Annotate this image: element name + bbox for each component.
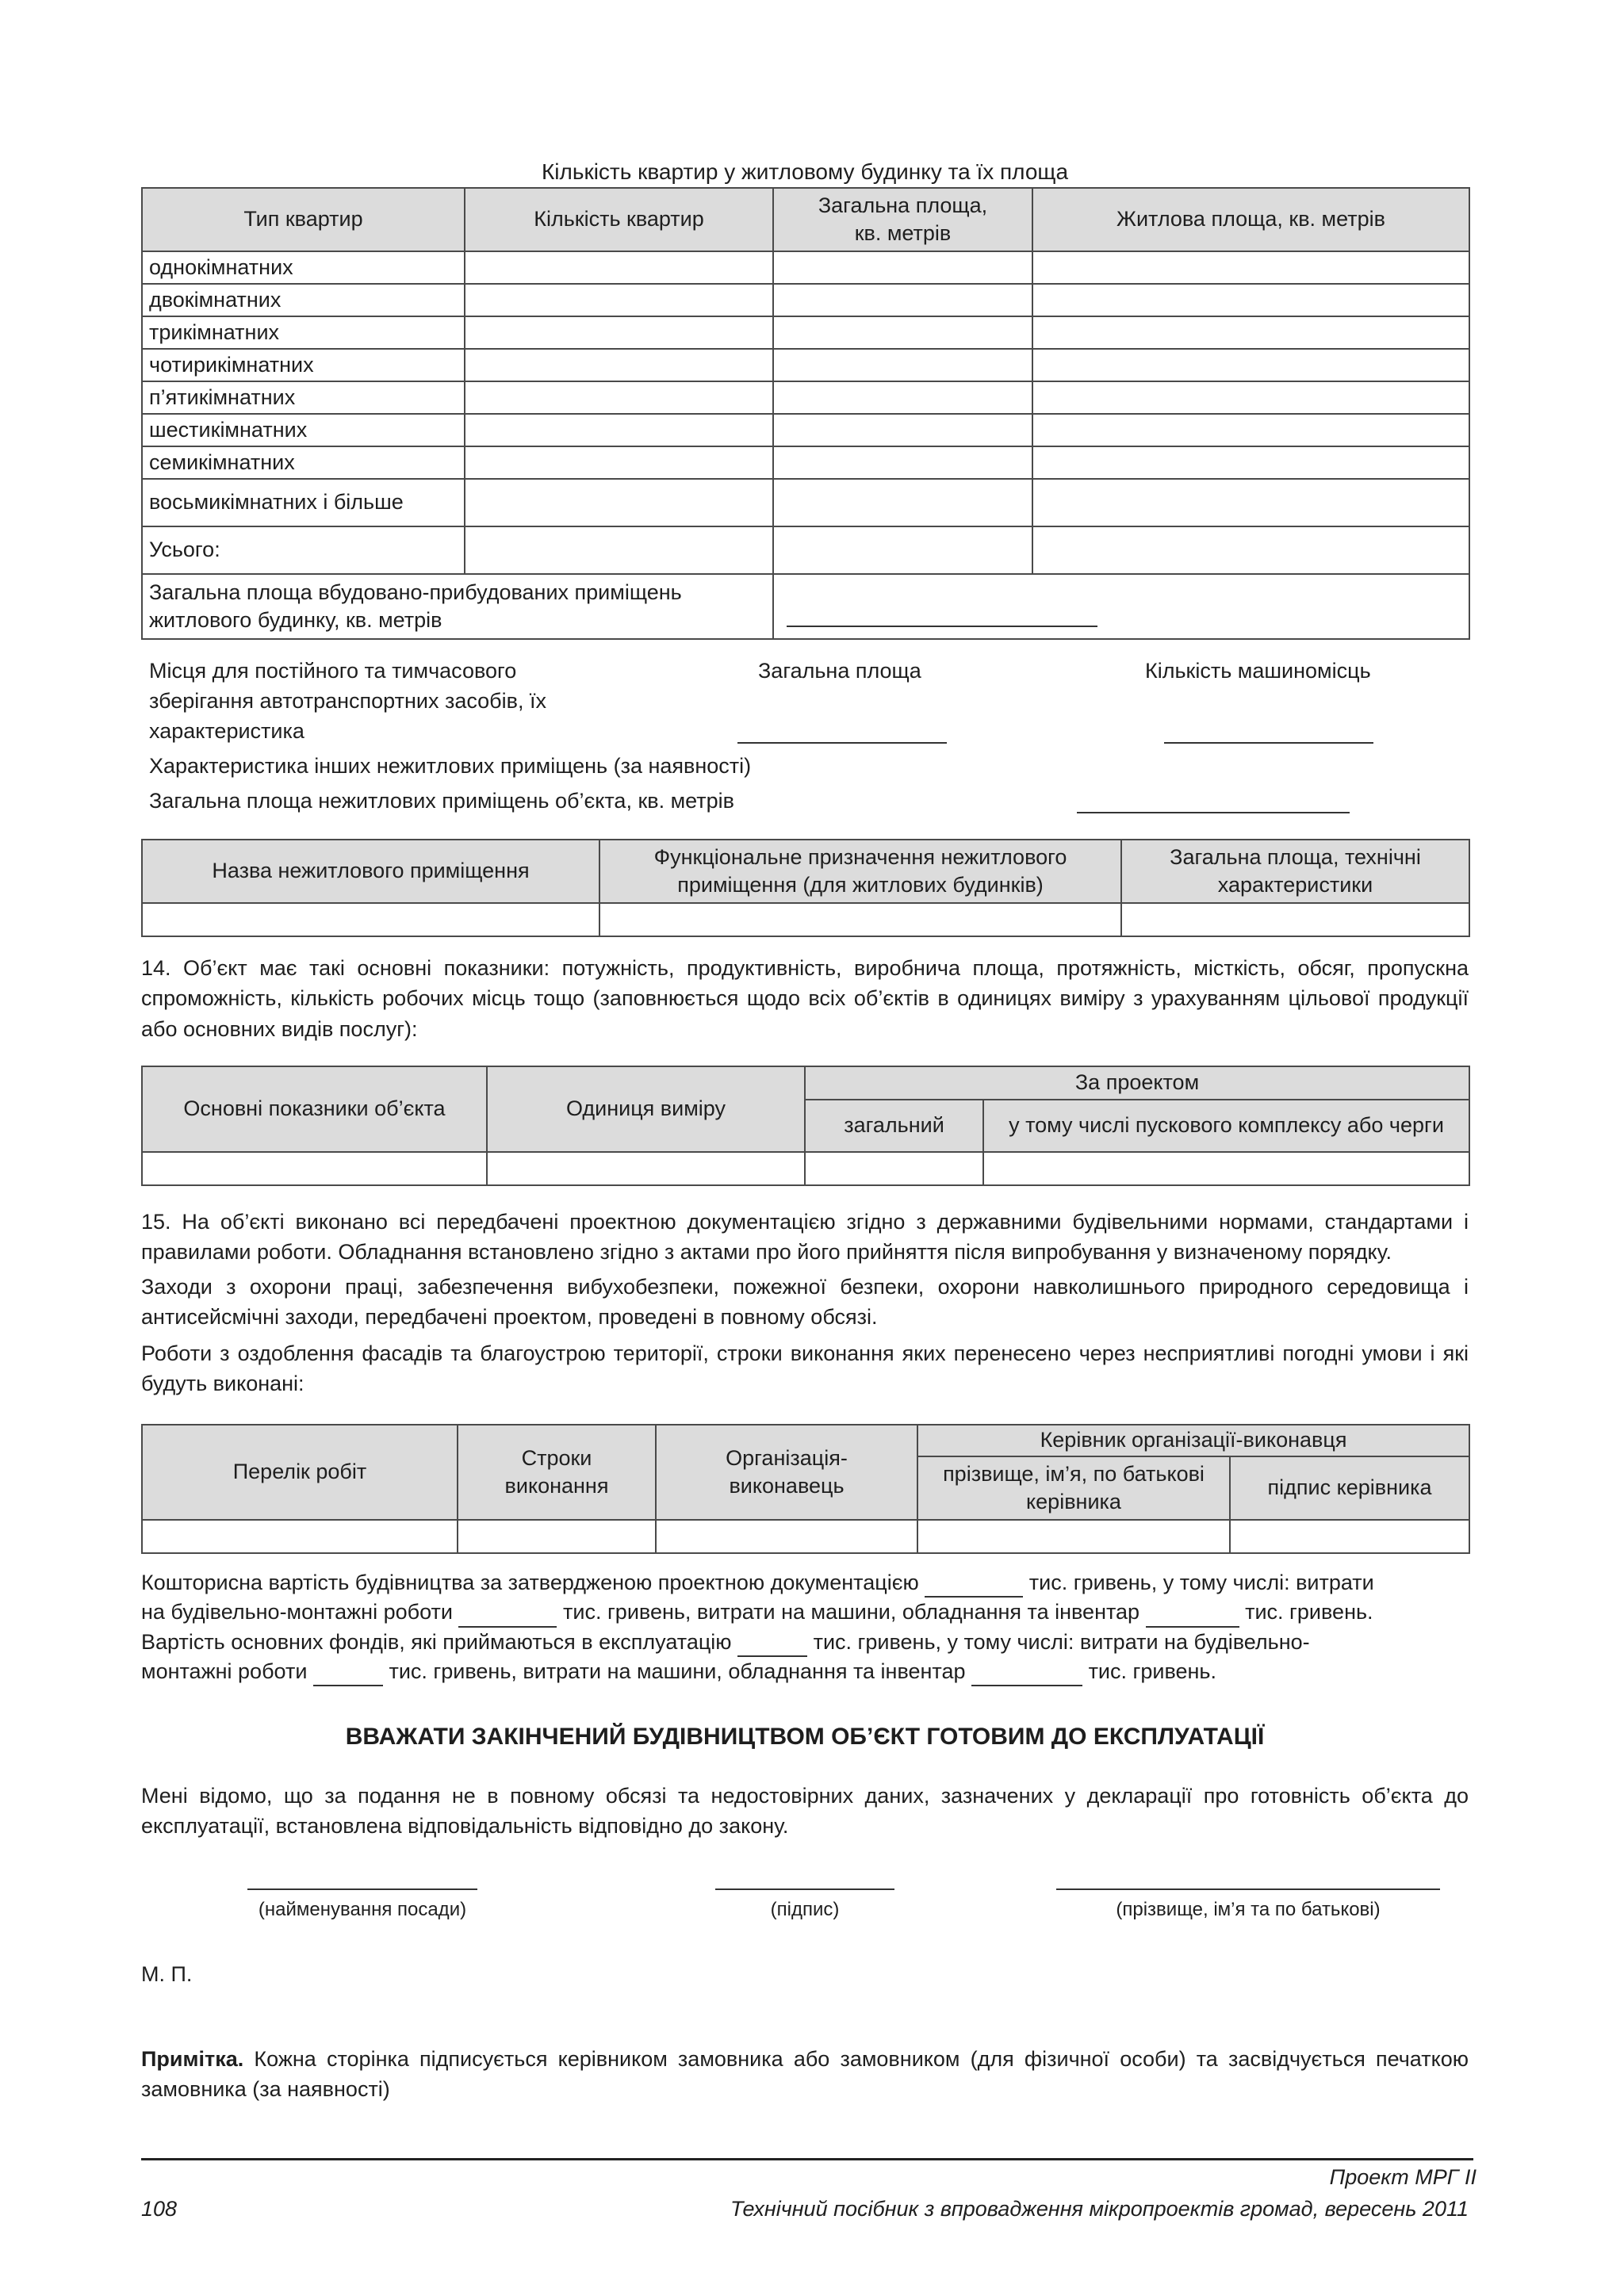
parking-area-label: Загальна площа xyxy=(758,659,921,683)
declaration-heading: ВВАЖАТИ ЗАКІНЧЕНИЙ БУДІВНИЦТВОМ ОБ’ЄКТ ГОТОВИМ ДО ЕКСПЛУАТАЦІЇ xyxy=(345,1724,1265,1750)
total-row xyxy=(142,526,1469,574)
table-row xyxy=(142,381,1469,414)
header-total-area: Загальна площа, кв. метрів xyxy=(773,188,1032,251)
table-row xyxy=(142,903,1469,936)
table-row xyxy=(142,316,1469,349)
cell-empty[interactable] xyxy=(465,284,773,316)
builtin-area-row xyxy=(142,574,1469,639)
position-line xyxy=(247,1888,477,1890)
cell-empty[interactable] xyxy=(773,479,1032,526)
safety-measures-text: Заходи з охорони праці, забезпечення вибухобезпеки, пожежної безпеки, охорони навколишнього природного середовища і антисейсмічні заходи, передбачені проектом, проведені в повному обсязі. xyxy=(141,1275,1469,1330)
stamp-placeholder: М. П. xyxy=(141,1962,193,1986)
header-unit: Одиниця виміру xyxy=(487,1066,805,1152)
note xyxy=(141,2044,1469,2105)
cell-empty[interactable] xyxy=(773,284,1032,316)
postponed-works-text: Роботи з оздоблення фасадів та благоустрою території, строки виконання яких перенесено через несприятливі погодні умови і які будуть виконані: xyxy=(141,1341,1469,1396)
cell-empty[interactable] xyxy=(773,526,1032,574)
costs-line-4: монтажні роботи тис. гривень, витрати на машини, обладнання та інвентар тис. гривень. xyxy=(141,1657,1374,1686)
fixed-assets-cost-blank[interactable] xyxy=(737,1633,807,1657)
header-room-area: Загальна площа, технічні характеристики xyxy=(1121,840,1469,903)
table-row xyxy=(142,1520,1469,1553)
costs-line-3: Вартість основних фондів, які приймаються в експлуатацію тис. гривень, у тому числі: витрати на будівельно- xyxy=(141,1628,1374,1657)
row-label: Усього: xyxy=(142,526,465,574)
declaration-text: Мені відомо, що за подання не в повному обсязі та недостовірних даних, зазначених у декларації про готовність об’єкта до експлуатації, встановлена відповідальність відповідно до закону. xyxy=(141,1784,1469,1839)
header-living-area: Житлова площа, кв. метрів xyxy=(1032,188,1469,251)
other-nonresidential-label: Характеристика інших нежитлових приміщень (за наявності) xyxy=(149,754,752,778)
cell-empty[interactable] xyxy=(773,381,1032,414)
cell-empty[interactable] xyxy=(465,349,773,381)
page-number: 108 xyxy=(141,2197,178,2221)
builtin-area-blank[interactable] xyxy=(787,603,1097,627)
nonresidential-table xyxy=(141,839,1470,937)
note-text: Кожна сторінка підписується керівником замовника або замовником (для фізичної особи) та засвідчується печаткою замовника (за наявності) xyxy=(141,2047,1469,2102)
full-name-line xyxy=(1056,1888,1440,1890)
assets-construction-cost-blank[interactable] xyxy=(313,1663,383,1686)
cell-empty[interactable] xyxy=(773,349,1032,381)
footer-divider xyxy=(141,2158,1473,2160)
footer-project: Проект МРГ II xyxy=(1329,2165,1477,2189)
nonresidential-total-blank[interactable] xyxy=(1077,790,1350,813)
header-contractor: Організація-виконавець xyxy=(656,1425,917,1520)
cell-empty[interactable] xyxy=(1032,446,1469,479)
cell-empty[interactable] xyxy=(465,446,773,479)
position-caption: (найменування посади) xyxy=(258,1899,467,1920)
parking-label: Місця для постійного та тимчасового зберігання автотранспортних засобів, їх характеристика xyxy=(149,659,546,743)
cell-empty[interactable] xyxy=(599,903,1121,936)
cell-empty[interactable] xyxy=(1230,1520,1469,1553)
cell-empty[interactable] xyxy=(805,1152,983,1185)
signature-caption: (підпис) xyxy=(770,1899,840,1920)
row-label: шестикімнатних xyxy=(142,414,465,446)
cell-empty[interactable] xyxy=(1032,251,1469,284)
works-header-row xyxy=(142,1425,1469,1456)
header-including: у тому числі пускового комплексу або черги xyxy=(983,1100,1469,1152)
cell-empty[interactable] xyxy=(773,316,1032,349)
cell-empty[interactable] xyxy=(1032,284,1469,316)
cell-empty[interactable] xyxy=(465,381,773,414)
cell-empty[interactable] xyxy=(917,1520,1230,1553)
cell-empty[interactable] xyxy=(1032,316,1469,349)
cell-empty[interactable] xyxy=(465,526,773,574)
nonresidential-header-row xyxy=(142,840,1469,903)
header-room-name: Назва нежитлового приміщення xyxy=(142,840,599,903)
header-works: Перелік робіт xyxy=(142,1425,458,1520)
header-head-name: прізвище, ім’я, по батькові керівника xyxy=(917,1456,1230,1520)
nonresidential-total-label: Загальна площа нежитлових приміщень об’єкта, кв. метрів xyxy=(149,789,735,813)
table-row xyxy=(142,1152,1469,1185)
cell-empty[interactable] xyxy=(773,414,1032,446)
assets-equipment-cost-blank[interactable] xyxy=(971,1663,1082,1686)
builtin-area-cell xyxy=(773,574,1469,639)
table-row xyxy=(142,446,1469,479)
header-contractor-head: Керівник організації-виконавця xyxy=(917,1425,1469,1456)
signature-field[interactable] xyxy=(715,1888,894,1923)
cell-empty[interactable] xyxy=(1032,414,1469,446)
row-label: восьмикімнатних і більше xyxy=(142,479,465,526)
estimated-cost-blank[interactable] xyxy=(925,1574,1023,1598)
builtin-area-label: Загальна площа вбудовано-прибудованих приміщень житлового будинку, кв. метрів xyxy=(142,574,773,639)
footer-title: Технічний посібник з впровадження мікропроектів громад, вересень 2011 xyxy=(730,2197,1469,2221)
cell-empty[interactable] xyxy=(142,1520,458,1553)
cell-empty[interactable] xyxy=(773,446,1032,479)
full-name-caption: (прізвище, ім’я та по батькові) xyxy=(1116,1899,1381,1920)
cell-empty[interactable] xyxy=(1032,479,1469,526)
header-head-signature: підпис керівника xyxy=(1230,1456,1469,1520)
header-type: Тип квартир xyxy=(142,188,465,251)
cell-empty[interactable] xyxy=(983,1152,1469,1185)
cell-empty[interactable] xyxy=(487,1152,805,1185)
cell-empty[interactable] xyxy=(1032,526,1469,574)
parking-spaces-blank[interactable] xyxy=(1164,720,1373,744)
full-name-field[interactable] xyxy=(1056,1888,1440,1923)
position-signature-field[interactable] xyxy=(247,1888,477,1923)
cell-empty[interactable] xyxy=(1121,903,1469,936)
table-row xyxy=(142,479,1469,526)
row-label: двокімнатних xyxy=(142,284,465,316)
header-total: загальний xyxy=(805,1100,983,1152)
apartments-table xyxy=(141,187,1470,640)
apartments-header-row xyxy=(142,188,1469,251)
postponed-works-table xyxy=(141,1424,1470,1554)
parking-spaces-label: Кількість машиномісць xyxy=(1145,659,1371,683)
cell-empty[interactable] xyxy=(773,251,1032,284)
section-14-text: 14. Об’єкт має такі основні показники: потужність, продуктивність, виробнича площа, протяжність, місткість, обсяг, пропускна спроможність, кількість робочих місць тощо (заповнюється щодо всіх об’єктів в одиницях виміру з урахуванням цільової продукції або основних видів послуг): xyxy=(141,956,1469,1041)
cell-empty[interactable] xyxy=(465,251,773,284)
costs-line-1: Кошторисна вартість будівництва за затвердженою проектною документацією тис. гривень, у тому числі: витрати xyxy=(141,1568,1374,1598)
header-room-function: Функціональне призначення нежитлового приміщення (для житлових будинків) xyxy=(599,840,1121,903)
row-label: п’ятикімнатних xyxy=(142,381,465,414)
cell-empty[interactable] xyxy=(142,1152,487,1185)
cell-empty[interactable] xyxy=(458,1520,656,1553)
signature-line xyxy=(715,1888,894,1890)
row-label: однокімнатних xyxy=(142,251,465,284)
costs-block xyxy=(141,1568,1374,1686)
cell-empty[interactable] xyxy=(465,414,773,446)
cell-empty[interactable] xyxy=(1032,381,1469,414)
cell-empty[interactable] xyxy=(1032,349,1469,381)
cell-empty[interactable] xyxy=(656,1520,917,1553)
table-row xyxy=(142,349,1469,381)
header-indicators: Основні показники об’єкта xyxy=(142,1066,487,1152)
costs-line-2: на будівельно-монтажні роботи тис. гривень, витрати на машини, обладнання та інвентар тис. гривень. xyxy=(141,1598,1374,1627)
apartments-caption: Кількість квартир у житловому будинку та їх площа xyxy=(541,159,1069,184)
row-label: семикімнатних xyxy=(142,446,465,479)
table-row xyxy=(142,284,1469,316)
cell-empty[interactable] xyxy=(465,479,773,526)
indicators-header-row xyxy=(142,1066,1469,1100)
row-label: трикімнатних xyxy=(142,316,465,349)
cell-empty[interactable] xyxy=(465,316,773,349)
header-count: Кількість квартир xyxy=(465,188,773,251)
equipment-cost-blank[interactable] xyxy=(1146,1604,1239,1628)
parking-area-blank[interactable] xyxy=(737,720,947,744)
section-15-text: 15. На об’єкті виконано всі передбачені проектною документацією згідно з державними будівельними нормами, стандартами і правилами роботи. Обладнання встановлено згідно з актами про його прийняття після випробування у визначеному порядку. xyxy=(141,1210,1469,1265)
table-row xyxy=(142,251,1469,284)
construction-works-cost-blank[interactable] xyxy=(458,1604,557,1628)
indicators-table xyxy=(141,1066,1470,1186)
row-label: чотирикімнатних xyxy=(142,349,465,381)
note-label: Примітка. xyxy=(141,2047,244,2071)
header-by-project: За проектом xyxy=(805,1066,1469,1100)
header-terms: Строки виконання xyxy=(458,1425,656,1520)
table-row xyxy=(142,414,1469,446)
cell-empty[interactable] xyxy=(142,903,599,936)
